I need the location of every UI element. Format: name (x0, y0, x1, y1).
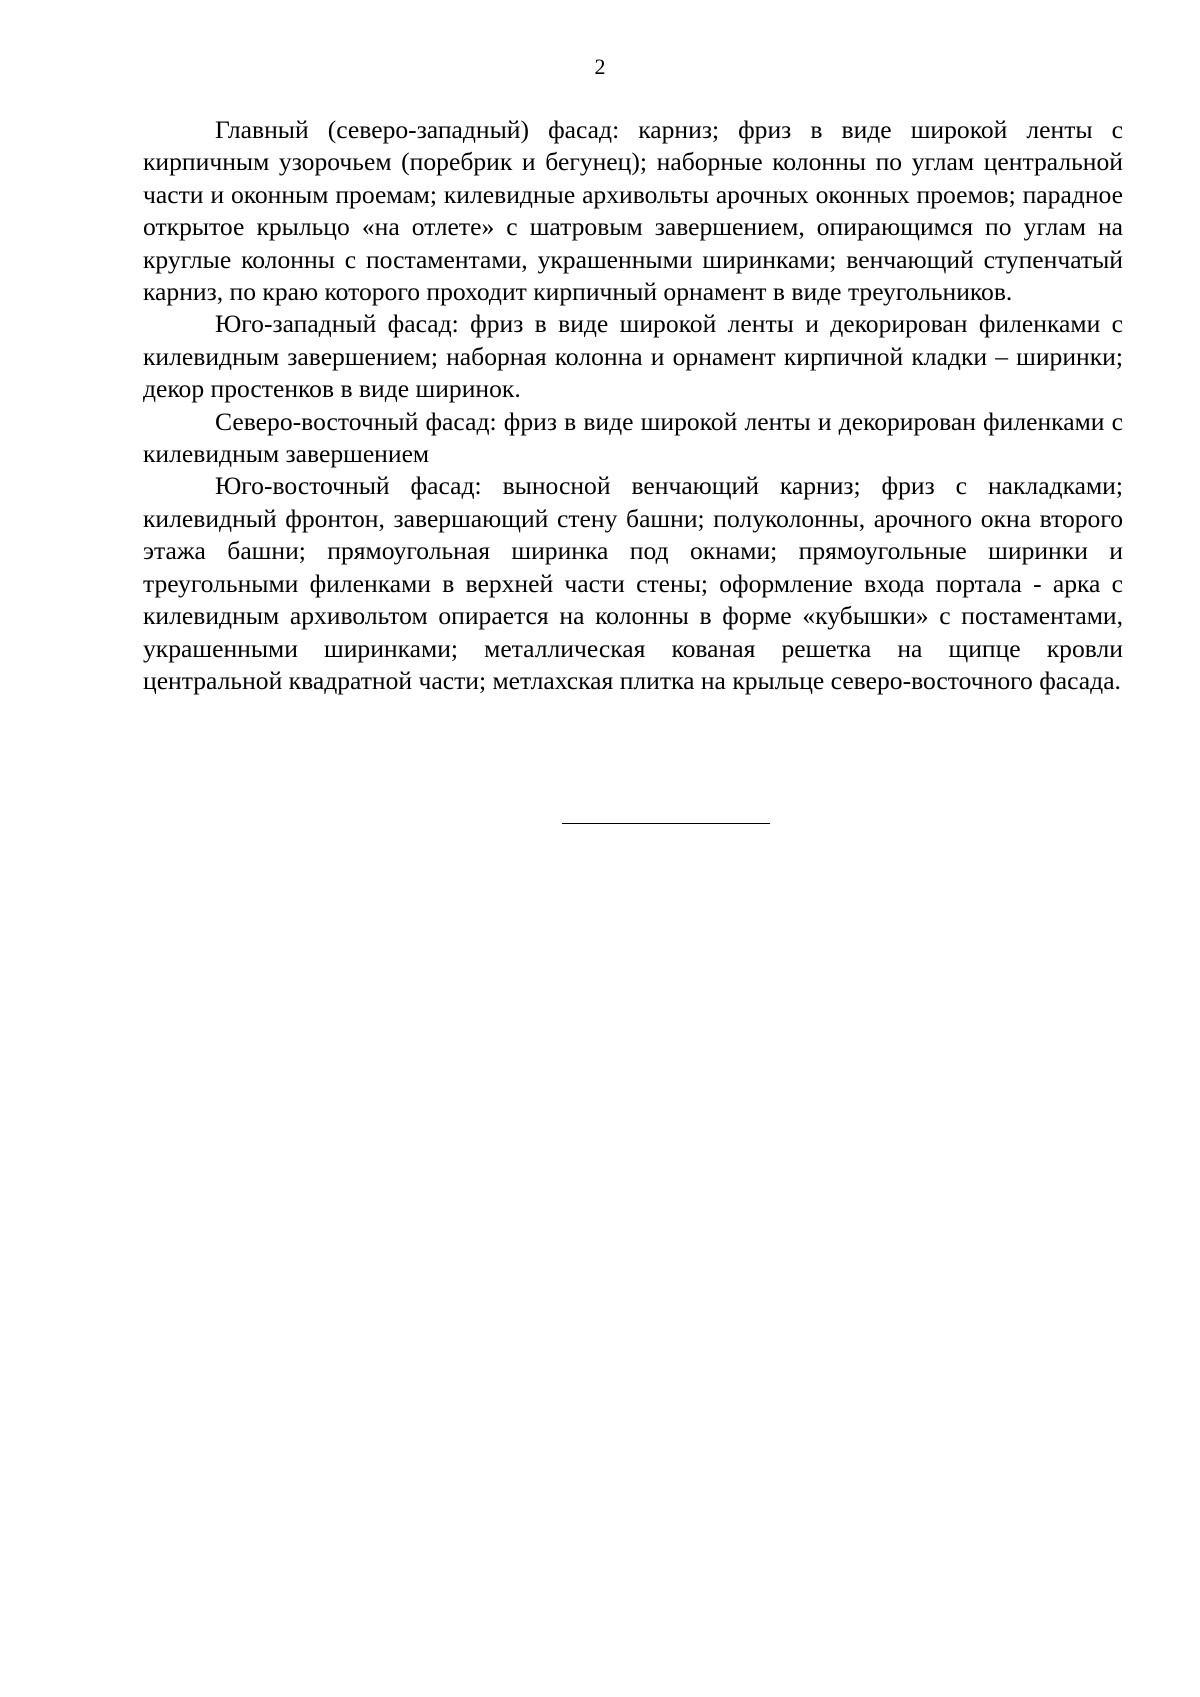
paragraph-northeast-facade: Северо-восточный фасад: фриз в виде широкой ленты и декорирован филенками с килевидным завершением (143, 406, 1123, 469)
end-separator-line (562, 823, 770, 824)
paragraph-southeast-facade: Юго-восточный фасад: выносной венчающий карниз; фриз с накладками; килевидный фронтон, завершающий стену башни; полуколонны, арочного окна второго этажа башни; прямоугольная ширинка под окнами; прямоугольные ширинки и треугольными филенками в верхней части стены; оформление входа портала - арка с килевидным архивольтом опирается на колонны в форме «кубышки» с постаментами, украшенными ширинками; металлическая кованая решетка на щипце кровли центральной квадратной части; метлахская плитка на крыльце северо-восточного фасада. (143, 471, 1123, 695)
paragraph-southwest-facade: Юго-западный фасад: фриз в виде широкой ленты и декорирован филенками с килевидным завершением; наборная колонна и орнамент кирпичной кладки – ширинки; декор простенков в виде ширинок. (143, 309, 1123, 404)
document-body (143, 114, 1123, 697)
paragraph-northwest-facade: Главный (северо-западный) фасад: карниз; фриз в виде широкой ленты с кирпичным узорочьем (поребрик и бегунец); наборные колонны по углам центральной части и оконным проемам; килевидные архивольты арочных оконных проемов; парадное открытое крыльцо «на отлете» с шатровым завершением, опирающимся по углам на круглые колонны с постаментами, украшенными ширинками; венчающий ступенчатый карниз, по краю которого проходит кирпичный орнамент в виде треугольников. (143, 115, 1123, 307)
page-number: 2 (594, 54, 606, 79)
